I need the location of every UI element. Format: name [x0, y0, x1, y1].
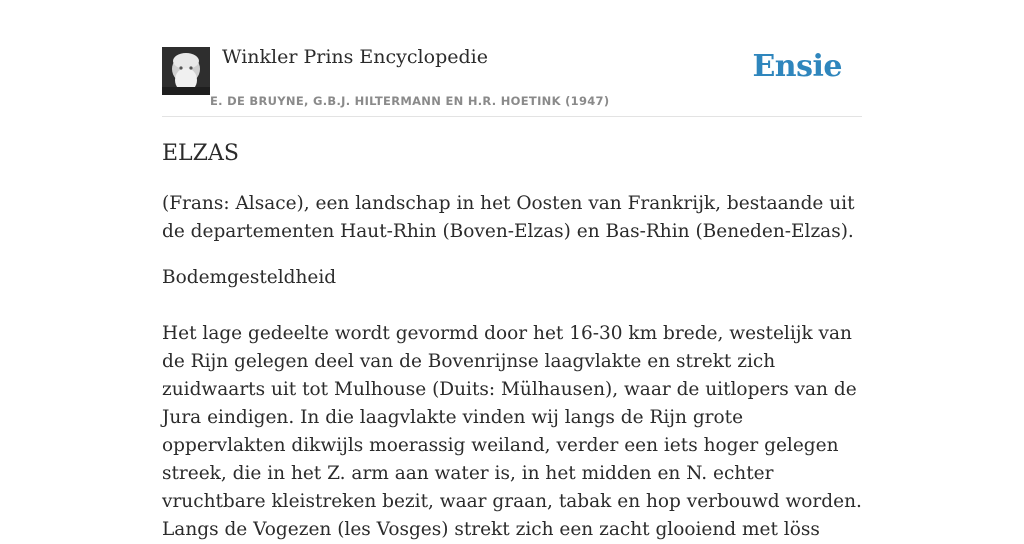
authors-line: E. DE BRUYNE, G.B.J. HILTERMANN EN H.R. HOETINK (1947) [210, 94, 610, 108]
entry-body: Het lage gedeelte wordt gevormd door het 16-30 km brede, westelijk van de Rijn gelegen deel van de Bovenrijnse laagvlakte en strekt zich zuidwaarts uit tot Mulhouse (Duits: Mülhausen), waar de uitlopers van de Jura eindigen. In die laagvlakte vinden wij langs de Rijn grote oppervlakten dikwijls moerassig weiland, verder een iets hoger gelegen streek, die in het Z. arm aan water is, in het midden en N. echter vruchtbare kleistreken bezit, waar graan, tabak en hop verbouwd worden. Langs de Vogezen (les Vosges) strekt zich een zacht glooiend met löss [162, 323, 862, 540]
section-heading: Bodemgesteldheid [162, 267, 337, 288]
source-header [162, 40, 862, 117]
entry-intro: (Frans: Alsace), een landschap in het Oosten van Frankrijk, bestaande uit de departementen Haut-Rhin (Boven-Elzas) en Bas-Rhin (Beneden-Elzas). [162, 193, 855, 242]
avatar[interactable] [162, 47, 210, 95]
brand-logo[interactable]: Ensie [752, 49, 842, 84]
source-title[interactable]: Winkler Prins Encyclopedie [222, 46, 488, 68]
entry-content [162, 138, 862, 544]
entry-title: ELZAS [162, 141, 239, 166]
portrait-icon [162, 47, 210, 95]
